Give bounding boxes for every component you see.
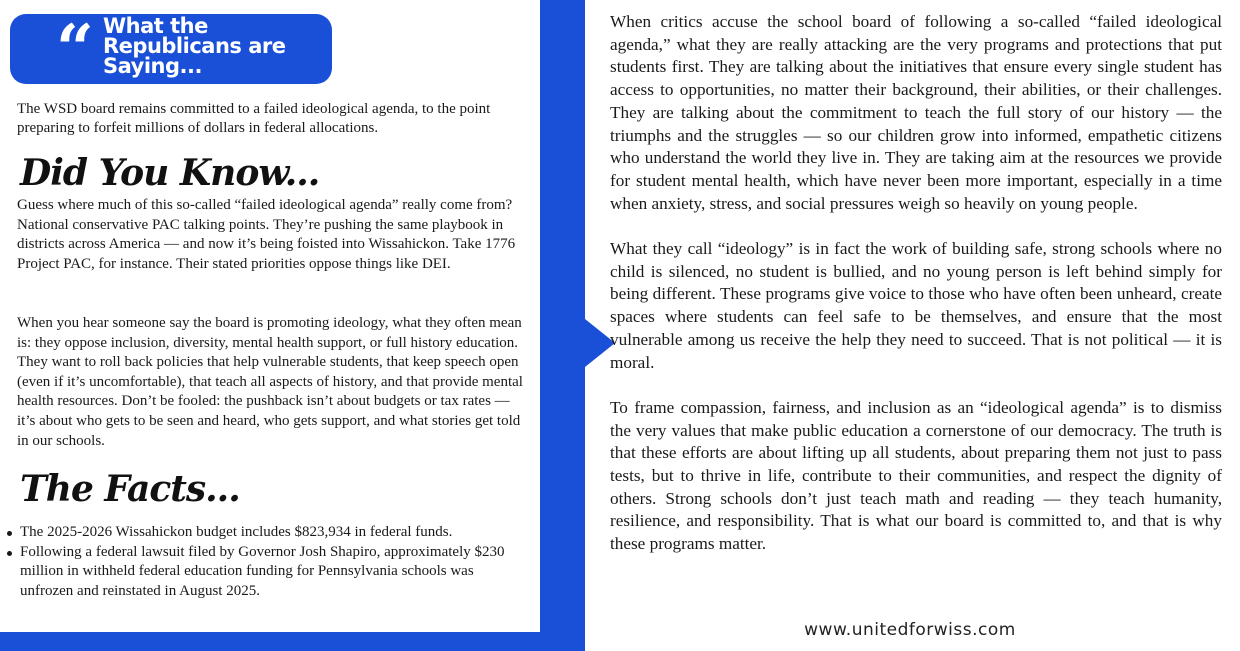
right-column <box>610 11 1222 579</box>
facts-list <box>20 523 520 601</box>
body-paragraph-2: What they call “ideology” is in fact the work of building safe, strong schools where no child is silenced, no student is bullied, and no young person is left behind simply for being different. These programs give voice to those who have often been unheard, create spaces where students can feel safe to be themselves, and ensure that the most vulnerable among us receive the help they need to succeed. That is not political — it is moral. <box>610 239 1222 372</box>
body-paragraph-3: To frame compassion, fairness, and inclusion as an “ideological agenda” is to dismiss the very values that make public education a cornerstone of our democracy. The truth is that these efforts are about lifting up all students, about preparing them not just to pass tests, but to thrive in life, contribute to their communities, and respect the dignity of others. Strong schools don’t just teach math and reading — they teach humanity, resilience, and responsibility. That is what our board is committed to, and that is why these programs matter. <box>610 397 1222 554</box>
bottom-accent-bar <box>0 632 585 651</box>
left-column <box>0 0 540 651</box>
header-banner <box>10 10 332 88</box>
did-you-know-paragraph-1: Guess where much of this so-called “failed ideological agenda” really come from? National conservative PAC talking points. They’re pushing the same playbook in districts across America — and now it’s being foisted into Wissahickon. Take 1776 Project PAC, for instance. Their stated priorities oppose things like DEI. <box>17 197 516 272</box>
did-you-know-paragraph-2: When you hear someone say the board is promoting ideology, what they often mean is: they oppose inclusion, diversity, mental health support, or full history education. They want to roll back policies that help vulnerable students, that keep speech open (even if it’s uncomfortable), that teach all aspects of history, and that provide mental health resources. Don’t be fooled: the pushback isn’t about budgets or tax rates — it’s about who gets to be seen and heard, who gets support, and what stories get told in our schools. <box>17 315 523 449</box>
website-link[interactable]: www.unitedforwiss.com <box>804 620 1016 640</box>
facts-heading: The Facts... <box>20 468 240 510</box>
body-paragraph-1: When critics accuse the school board of following a so-called “failed ideological agenda,” what they are really attacking are the very programs and protections that put students first. They are talking about the initiatives that ensure every single student has access to opportunities, no matter their background, their abilities, or their challenges. They are talking about the commitment to teach the full story of our history — the triumphs and the struggles — so our children grow into informed, empathetic citizens who understand the world they live in. They are taking aim at the resources we provide for student mental health, which have never been more important, especially in a time when anxiety, stress, and social pressures weigh so heavily on young people. <box>610 12 1222 213</box>
banner-title: What the Republicans are Saying... <box>103 14 286 78</box>
did-you-know-heading: Did You Know... <box>20 152 320 194</box>
fact-item: Following a federal lawsuit filed by Governor Josh Shapiro, approximately $230 million in withheld federal education funding for Pennsylvania schools was unfrozen and reinstated in August 2025. <box>20 543 520 602</box>
quote-icon: “ <box>56 10 94 88</box>
divider-strip <box>540 0 585 651</box>
intro-text: The WSD board remains committed to a failed ideological agenda, to the point preparing to forfeit millions of dollars in federal allocations. <box>17 101 491 136</box>
fact-item: The 2025-2026 Wissahickon budget includes $823,934 in federal funds. <box>20 523 520 543</box>
